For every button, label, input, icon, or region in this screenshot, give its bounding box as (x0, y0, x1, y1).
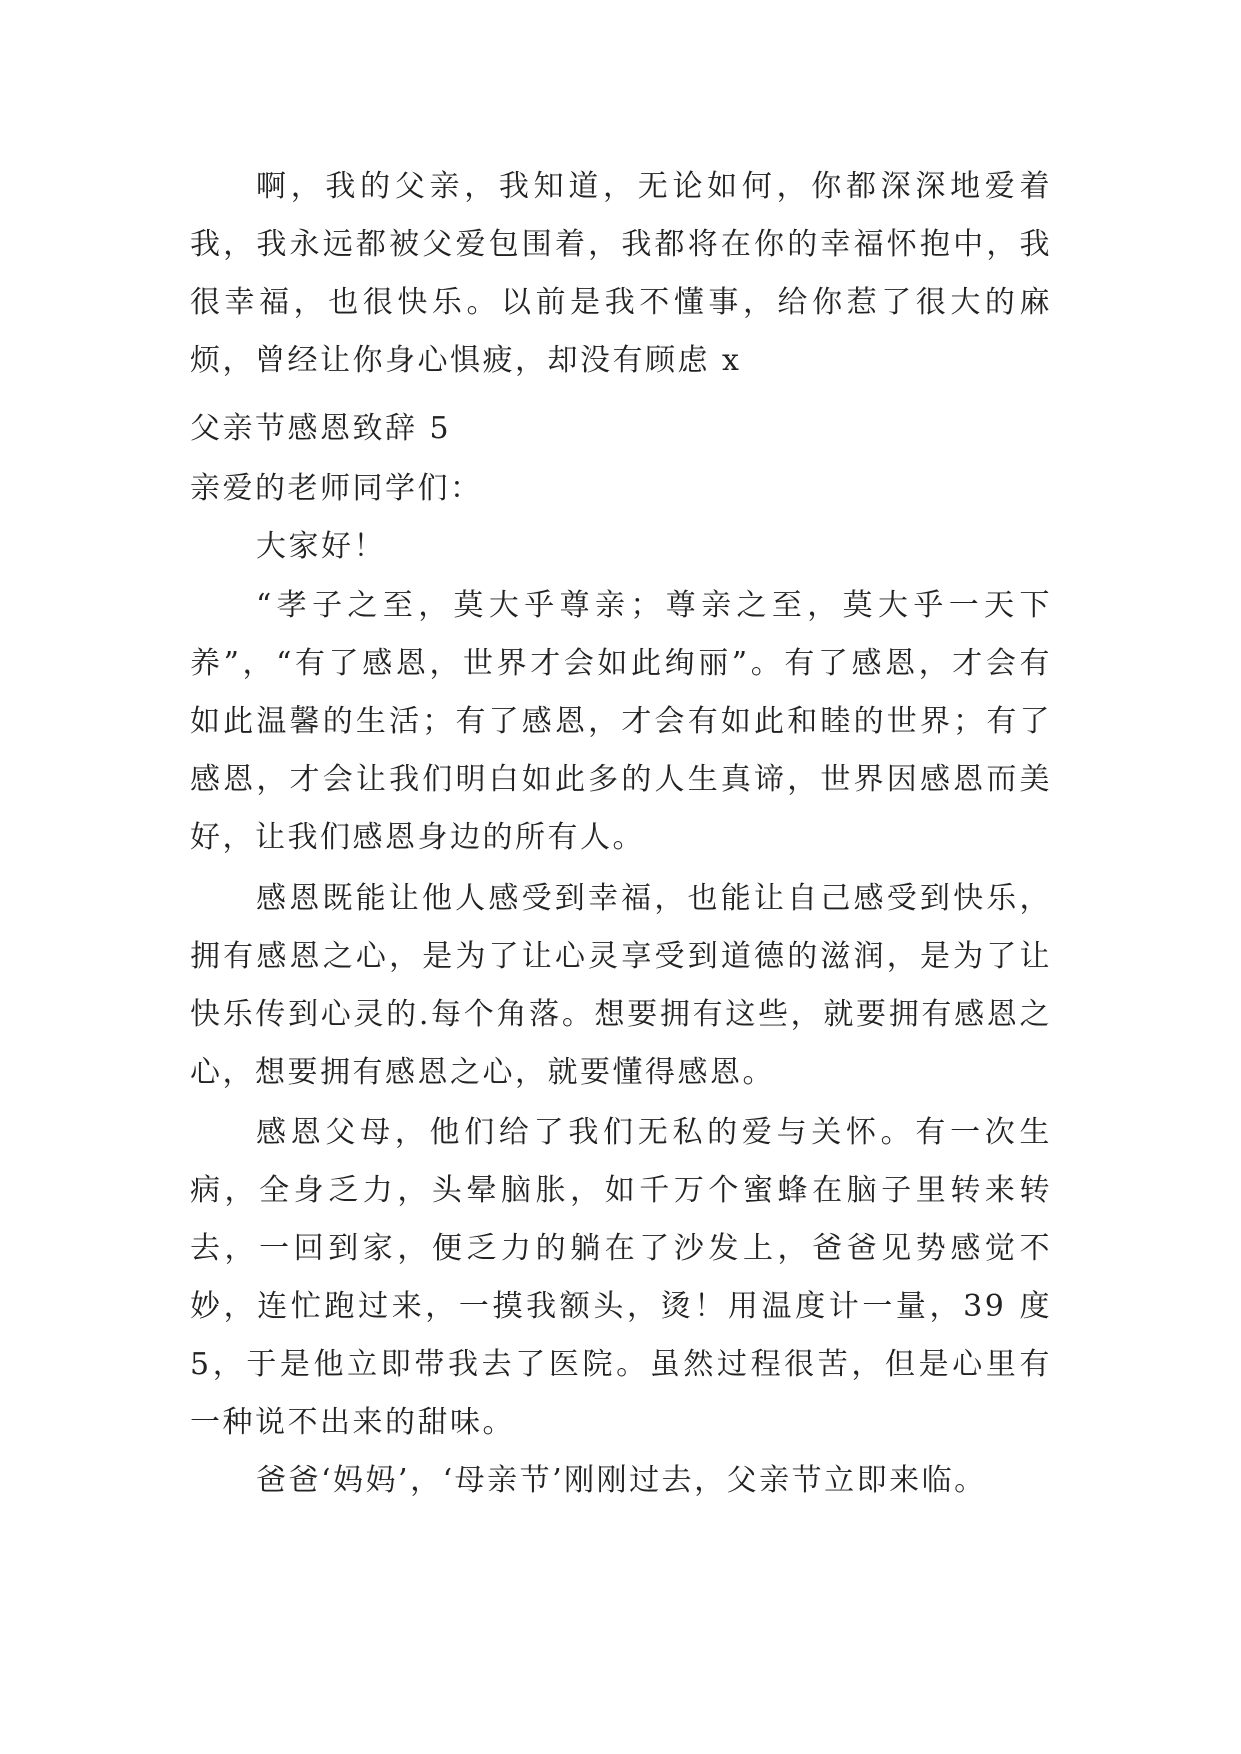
salutation: 亲爱的老师同学们： (190, 471, 483, 506)
paragraph-gratitude-heart: 感恩既能让他人感受到幸福，也能让自己感受到快乐，拥有感恩之心，是为了让心灵享受到道德的滋润，是为了让快乐传到心灵的.每个角落。想要拥有这些，就要拥有感恩之心，想要拥有感恩之心，就要懂得感恩。 (190, 881, 1052, 1090)
greeting: 大家好！ (256, 529, 386, 564)
paragraph-fathers-day: 爸爸‘妈妈’，‘母亲节’刚刚过去，父亲节立即来临。 (256, 1463, 987, 1498)
paragraph-illness-story: 感恩父母，他们给了我们无私的爱与关怀。有一次生病，全身乏力，头晕脑胀，如千万个蜜蜂在脑子里转来转去，一回到家，便乏力的躺在了沙发上，爸爸见势感觉不妙，连忙跑过来，一摸我额头，烫！用温度计一量，39 度 5，于是他立即带我去了医院。虽然过程很苦，但是心里有一种说不出来的甜味。 (190, 1115, 1052, 1440)
section-heading: 父亲节感恩致辞 5 (190, 411, 452, 446)
paragraph-gratitude-quote: “孝子之至，莫大乎尊亲；尊亲之至，莫大乎一天下养”，“有了感恩，世界才会如此绚丽”。有了感恩，才会有如此温馨的生活；有了感恩，才会有如此和睦的世界；有了感恩，才会让我们明白如此多的人生真谛，世界因感恩而美好，让我们感恩身边的所有人。 (190, 588, 1052, 855)
paragraph-father-love: 啊，我的父亲，我知道，无论如何，你都深深地爱着我，我永远都被父爱包围着，我都将在你的幸福怀抱中，我很幸福，也很快乐。以前是我不懂事，给你惹了很大的麻烦，曾经让你身心惧疲，却没有顾虑 x (190, 169, 1052, 378)
